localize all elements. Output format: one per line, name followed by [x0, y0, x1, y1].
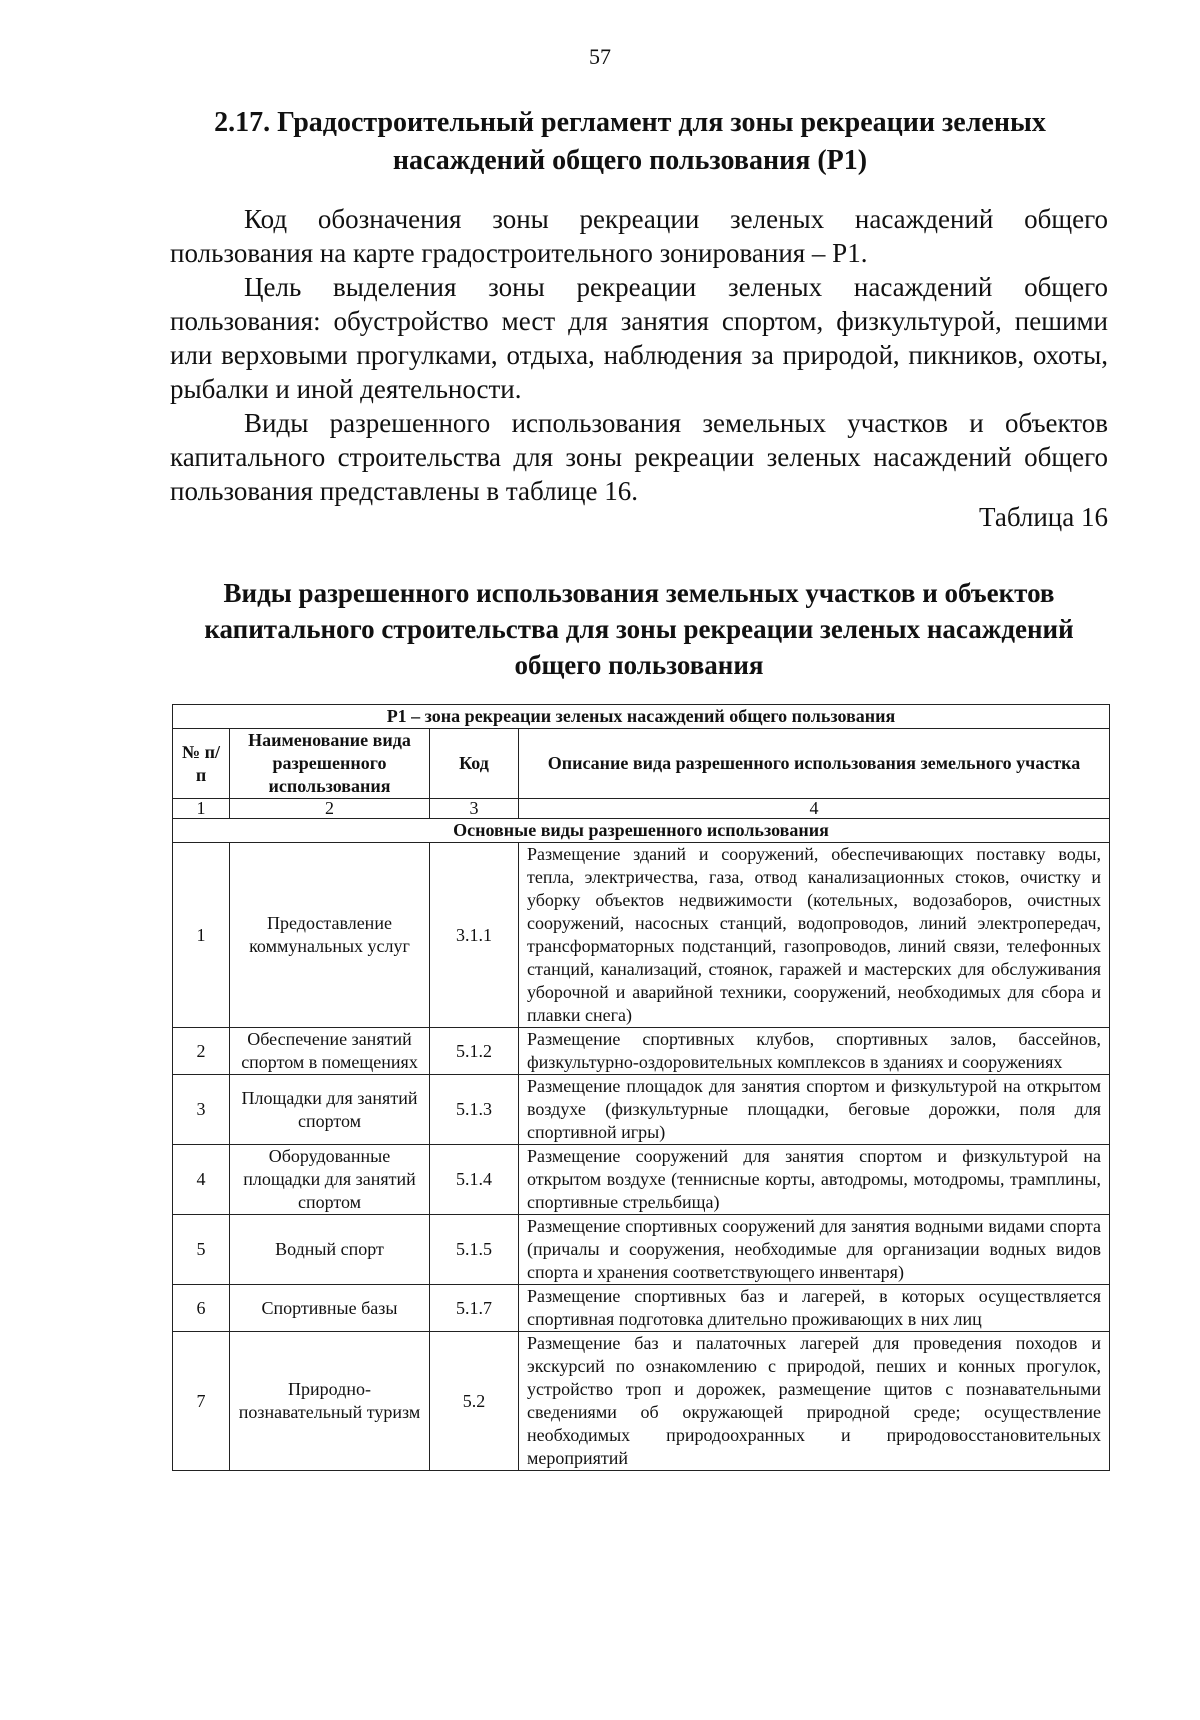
row-description: Размещение площадок для занятия спортом и физкультурой на открытом воздухе (физкультурные площадки, беговые дорожки, поля для спортивной игры) — [519, 1075, 1110, 1145]
column-index-row — [173, 799, 1110, 819]
group-title: Основные виды разрешенного использования — [173, 819, 1110, 843]
column-index: 2 — [230, 799, 430, 819]
row-code: 5.1.4 — [430, 1145, 519, 1215]
page-number: 57 — [589, 44, 611, 69]
row-code: 5.1.7 — [430, 1285, 519, 1332]
row-num: 2 — [173, 1028, 230, 1075]
header-desc: Описание вида разрешенного использования земельного участка — [519, 729, 1110, 799]
zone-title-row — [173, 705, 1110, 729]
row-num: 4 — [173, 1145, 230, 1215]
body-text — [170, 202, 1108, 508]
row-description: Размещение зданий и сооружений, обеспечивающих поставку воды, тепла, электричества, газа, отвод канализационных стоков, очистку и уборку объектов недвижимости (котельных, водозаборов, очистных сооружений, насосных станций, водопроводов, линий электропередач, трансформаторных подстанций, газопроводов, линий связи, телефонных станций, канализаций, стоянок, гаражей и мастерских для обслуживания уборочной и аварийной техники, сооружений, необходимых для сбора и плавки снега) — [519, 843, 1110, 1028]
table-row — [173, 1028, 1110, 1075]
section-title: 2.17. Градостроительный регламент для зоны рекреации зеленых насаждений общего пользования (Р1) — [214, 107, 1046, 176]
group-title-row — [173, 819, 1110, 843]
row-code: 5.2 — [430, 1332, 519, 1471]
table-row — [173, 1215, 1110, 1285]
table-label: Таблица 16 — [979, 502, 1108, 532]
column-index: 3 — [430, 799, 519, 819]
paragraph-table-reference: Виды разрешенного использования земельных участков и объектов капитального строительства для зоны рекреации зеленых насаждений общего пользования представлены в таблице 16. — [170, 408, 1108, 506]
row-code: 3.1.1 — [430, 843, 519, 1028]
table-row — [173, 1075, 1110, 1145]
row-num: 1 — [173, 843, 230, 1028]
row-num: 6 — [173, 1285, 230, 1332]
permitted-use-table — [172, 704, 1110, 1471]
table-row — [173, 1332, 1110, 1471]
header-row — [173, 729, 1110, 799]
column-index: 4 — [519, 799, 1110, 819]
table-row — [173, 1285, 1110, 1332]
paragraph-zone-purpose: Цель выделения зоны рекреации зеленых насаждений общего пользования: обустройство мест для занятия спортом, физкультурой, пешими или верховыми прогулками, отдыха, наблюдения за природой, пикников, охоты, рыбалки и иной деятельности. — [170, 272, 1108, 404]
row-name: Оборудованные площадки для занятий спортом — [230, 1145, 430, 1215]
row-code: 5.1.2 — [430, 1028, 519, 1075]
row-num: 7 — [173, 1332, 230, 1471]
row-name: Спортивные базы — [230, 1285, 430, 1332]
row-code: 5.1.3 — [430, 1075, 519, 1145]
row-description: Размещение спортивных клубов, спортивных залов, бассейнов, физкультурно-оздоровительных комплексов в зданиях и сооружениях — [519, 1028, 1110, 1075]
row-description: Размещение спортивных баз и лагерей, в которых осуществляется спортивная подготовка длительно проживающих в них лиц — [519, 1285, 1110, 1332]
row-name: Обеспечение занятий спортом в помещениях — [230, 1028, 430, 1075]
row-description: Размещение спортивных сооружений для занятия водными видами спорта (причалы и сооружения, необходимые для организации водных видов спорта и хранения соответствующего инвентаря) — [519, 1215, 1110, 1285]
row-name: Предоставление коммунальных услуг — [230, 843, 430, 1028]
table-row — [173, 843, 1110, 1028]
row-name: Водный спорт — [230, 1215, 430, 1285]
row-num: 5 — [173, 1215, 230, 1285]
header-num: № п/п — [173, 729, 230, 799]
row-name: Природно-познавательный туризм — [230, 1332, 430, 1471]
row-code: 5.1.5 — [430, 1215, 519, 1285]
row-name: Площадки для занятий спортом — [230, 1075, 430, 1145]
table-row — [173, 1145, 1110, 1215]
row-num: 3 — [173, 1075, 230, 1145]
row-description: Размещение баз и палаточных лагерей для проведения походов и экскурсий по ознакомлению с природой, пеших и конных прогулок, устройство троп и дорожек, размещение щитов с познавательными сведениями об окружающей природной среде; осуществление необходимых природоохранных и природовосстановительных мероприятий — [519, 1332, 1110, 1471]
header-name: Наименование вида разрешенного использования — [230, 729, 430, 799]
row-description: Размещение сооружений для занятия спортом и физкультурой на открытом воздухе (теннисные корты, автодромы, мотодромы, трамплины, спортивные стрельбища) — [519, 1145, 1110, 1215]
paragraph-zone-code: Код обозначения зоны рекреации зеленых насаждений общего пользования на карте градостроительного зонирования – Р1. — [170, 204, 1108, 268]
header-code: Код — [430, 729, 519, 799]
zone-title: Р1 – зона рекреации зеленых насаждений общего пользования — [173, 705, 1110, 729]
table-heading: Виды разрешенного использования земельных участков и объектов капитального строительства для зоны рекреации зеленых насаждений общего пользования — [204, 578, 1074, 680]
column-index: 1 — [173, 799, 230, 819]
